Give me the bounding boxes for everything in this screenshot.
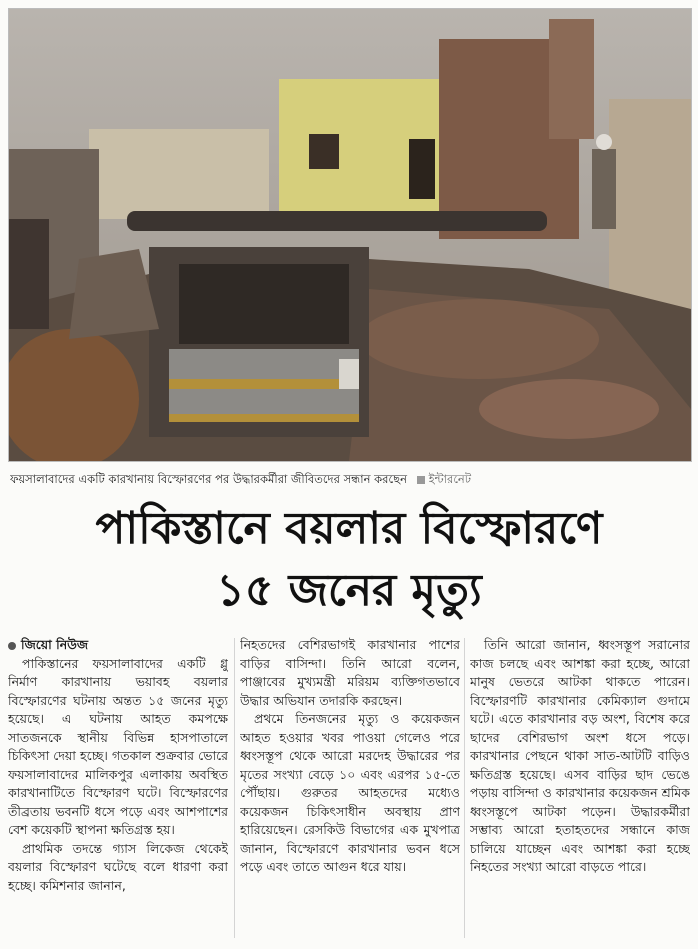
credit-square-icon (417, 476, 425, 484)
article-column-1 (8, 636, 228, 942)
headline-line-1: পাকিস্তানে বয়লার বিস্ফোরণে (95, 503, 603, 554)
paragraph: পাকিস্তানের ফয়সালাবাদের একটি গ্লু নির্মাণ কারখানায় ভয়াবহ বয়লার বিস্ফোরণের ঘটনায় অন্তত ১৫ জনের মৃত্যু হয়েছে। এ ঘটনায় আহত কমপক্ষে সাতজনকে স্থানীয় বিভিন্ন হাসপাতালে চিকিৎসা দেয়া হচ্ছে। গতকাল শুক্রবার ভোরে ফয়সালাবাদের মালিকপুর এলাকায় অবস্থিত কারখানাটিতে বিস্ফোরণ ঘটে। বিস্ফোরণের তীব্রতায় ভবনটি ধসে পড়ে এবং আশপাশের বেশ কয়েকটি স্থাপনা ক্ষতিগ্রস্ত হয়। (8, 655, 228, 837)
bullet-icon (8, 642, 16, 650)
photo-credit (417, 472, 471, 486)
paragraph: তিনি আরো জানান, ধ্বংসস্তূপ সরানোর কাজ চলছে এবং আশঙ্কা করা হচ্ছে, আরো মানুষ ভেতরে আটকা থাকতে পারেন। বিস্ফোরণটি কারখানার কেমিক্যাল গুদামে ঘটে। এতে কারখানার বড় অংশ, বিশেষ করে ছাদের বেশিরভাগ অংশ ধসে পড়ে। কারখানার পেছনে থাকা সাত-আটটি বাড়িও ক্ষতিগ্রস্ত হয়েছে। এসব বাড়ির ছাদ ভেঙে পড়ায় বাসিন্দা ও কারখানার কয়েকজন শ্রমিক ধ্বংসস্তূপে আটকা পড়েন। উদ্ধারকর্মীরা সম্ভাব্য আরো হতাহতদের সন্ধানে কাজ চালিয়ে যাচ্ছেন এবং আশঙ্কা করা হচ্ছে নিহতের সংখ্যা আরো বাড়তে পারে। (470, 637, 690, 874)
column-divider (464, 638, 465, 938)
article-column-3 (470, 636, 690, 942)
byline-text: জিয়ো নিউজ (21, 637, 89, 652)
headline-line-2: ১৫ জনের মৃত্যু (216, 565, 482, 616)
paragraph: প্রথমে তিনজনের মৃত্যু ও কয়েকজন আহত হওয়ার খবর পাওয়া গেলেও পরে ধ্বংসস্তূপ থেকে আরো মরদেহ উদ্ধারের পর মৃতের সংখ্যা বেড়ে ১০ এবং এরপর ১৫-তে পৌঁছায়। গুরুতর আহতদের মধ্যেও কয়েকজন চিকিৎসাধীন অবস্থায় প্রাণ হারিয়েছেন। রেসকিউ বিভাগের এক মুখপাত্র জানান, বিস্ফোরণে কারখানার ভবন ধসে পড়ে এবং তাতে আগুন ধরে যায়। (240, 711, 460, 874)
photo-icon (9, 9, 691, 461)
headline (0, 498, 698, 622)
paragraph: প্রাথমিক তদন্তে গ্যাস লিকেজ থেকেই বয়লার বিস্ফোরণ ঘটেছে বলে ধারণা করা হচ্ছে। কমিশনার জানান, (8, 840, 228, 893)
news-photo (8, 8, 692, 462)
column-divider (234, 638, 235, 938)
paragraph: নিহতদের বেশিরভাগই কারখানার পাশের বাড়ির বাসিন্দা। তিনি আরো বলেন, পাঞ্জাবের মুখ্যমন্ত্রী মরিয়ম ব্যক্তিগতভাবে উদ্ধার অভিযান তদারকি করছেন। (240, 637, 460, 708)
caption-text: ফয়সালাবাদের একটি কারখানায় বিস্ফোরণের পর উদ্ধারকর্মীরা জীবিতদের সন্ধান করছেন (10, 472, 407, 486)
photo-caption (10, 468, 690, 490)
article-column-2 (240, 636, 460, 942)
article-body (8, 636, 690, 942)
credit-text: ইন্টারনেট (428, 472, 472, 486)
byline (8, 636, 228, 655)
